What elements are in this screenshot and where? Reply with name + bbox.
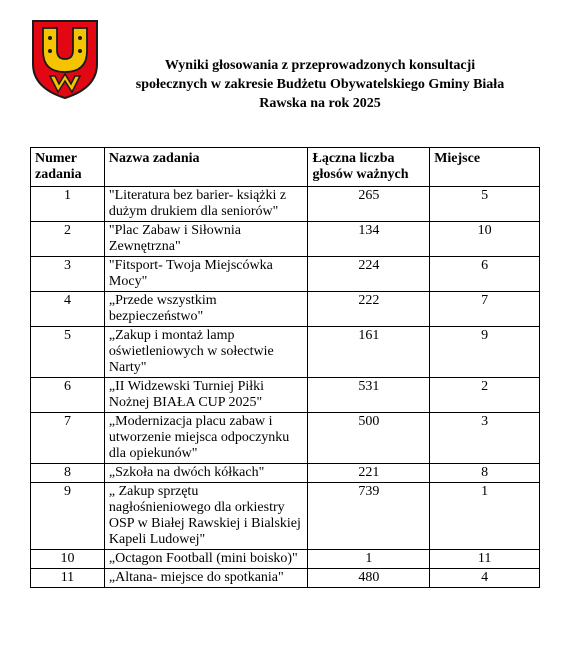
cell-votes: 500 <box>308 413 430 464</box>
table-row <box>31 378 540 413</box>
cell-name: „II Widzewski Turniej Piłki Nożnej BIAŁA CUP 2025" <box>104 378 308 413</box>
horseshoe-nail <box>78 36 82 40</box>
cell-rank: 10 <box>430 222 540 257</box>
horseshoe-nail <box>48 49 52 53</box>
cell-number: 10 <box>31 550 105 569</box>
cell-votes: 222 <box>308 292 430 327</box>
table-row <box>31 464 540 483</box>
cell-number: 5 <box>31 327 105 378</box>
cell-name: „Octagon Football (mini boisko)" <box>104 550 308 569</box>
cell-rank: 9 <box>430 327 540 378</box>
cell-name: "Fitsport- Twoja Miejscówka Mocy" <box>104 257 308 292</box>
results-table <box>30 147 540 588</box>
header-number: Numer zadania <box>31 148 105 187</box>
table-row <box>31 257 540 292</box>
cell-name: „Zakup i montaż lamp oświetleniowych w sołectwie Narty" <box>104 327 308 378</box>
cell-votes: 161 <box>308 327 430 378</box>
cell-name: "Plac Zabaw i Siłownia Zewnętrzna" <box>104 222 308 257</box>
table-row <box>31 569 540 588</box>
table-row <box>31 222 540 257</box>
cell-name: "Literatura bez barier- książki z dużym drukiem dla seniorów" <box>104 187 308 222</box>
cell-name: „Altana- miejsce do spotkania" <box>104 569 308 588</box>
cell-votes: 480 <box>308 569 430 588</box>
cell-votes: 265 <box>308 187 430 222</box>
cell-number: 8 <box>31 464 105 483</box>
cell-rank: 6 <box>430 257 540 292</box>
cell-number: 7 <box>31 413 105 464</box>
cell-number: 11 <box>31 569 105 588</box>
cell-number: 4 <box>31 292 105 327</box>
table-row <box>31 413 540 464</box>
cell-rank: 2 <box>430 378 540 413</box>
coat-of-arms-icon <box>30 18 100 100</box>
cell-rank: 7 <box>430 292 540 327</box>
page-title <box>110 56 530 113</box>
table-row <box>31 187 540 222</box>
cell-rank: 4 <box>430 569 540 588</box>
cell-rank: 11 <box>430 550 540 569</box>
cell-number: 3 <box>31 257 105 292</box>
cell-votes: 531 <box>308 378 430 413</box>
cell-votes: 134 <box>308 222 430 257</box>
cell-name: „Szkoła na dwóch kółkach" <box>104 464 308 483</box>
table-row <box>31 483 540 550</box>
cell-number: 2 <box>31 222 105 257</box>
cell-name: „Modernizacja placu zabaw i utworzenie miejsca odpoczynku dla opiekunów" <box>104 413 308 464</box>
header-name: Nazwa zadania <box>104 148 308 187</box>
table-row <box>31 327 540 378</box>
cell-name: „ Zakup sprzętu nagłośnieniowego dla orkiestry OSP w Białej Rawskiej i Bialskiej Kapeli Ludowej" <box>104 483 308 550</box>
cell-number: 9 <box>31 483 105 550</box>
cell-rank: 8 <box>430 464 540 483</box>
horseshoe-nail <box>48 36 52 40</box>
cell-name: „Przede wszystkim bezpieczeństwo" <box>104 292 308 327</box>
header-votes: Łączna liczba głosów ważnych <box>308 148 430 187</box>
table-row <box>31 550 540 569</box>
horseshoe-nail <box>78 49 82 53</box>
cell-rank: 3 <box>430 413 540 464</box>
table-header-row <box>31 148 540 187</box>
cell-number: 1 <box>31 187 105 222</box>
cell-votes: 739 <box>308 483 430 550</box>
cell-votes: 1 <box>308 550 430 569</box>
cell-number: 6 <box>31 378 105 413</box>
header-rank: Miejsce <box>430 148 540 187</box>
table-row <box>31 292 540 327</box>
cell-rank: 5 <box>430 187 540 222</box>
cell-rank: 1 <box>430 483 540 550</box>
title-line: Wyniki głosowania z przeprowadzonych konsultacji <box>164 58 476 73</box>
title-line: społecznych w zakresie Budżetu Obywatelskiego Gminy Biała <box>135 77 505 92</box>
title-line: Rawska na rok 2025 <box>259 96 381 111</box>
cell-votes: 224 <box>308 257 430 292</box>
cell-votes: 221 <box>308 464 430 483</box>
